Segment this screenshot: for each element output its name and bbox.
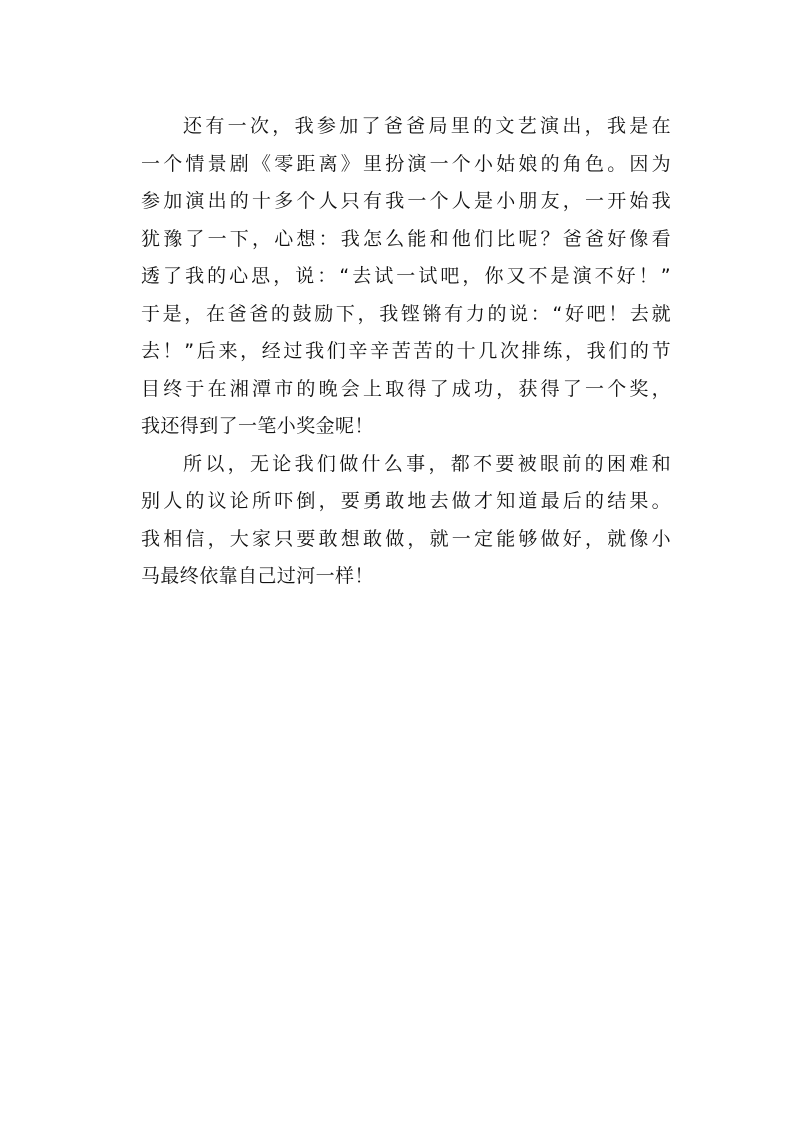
paragraph-line: 马最终依靠自己过河一样！ — [141, 565, 374, 587]
paragraph-2 — [141, 446, 671, 596]
paragraph-line: 我相信，大家只要敢想敢做，就一定能够做好，就像小 — [141, 527, 671, 550]
paragraph-line: 透了我的心思，说：“去试一试吧，你又不是演不好！” — [141, 265, 671, 287]
paragraph-line: 参加演出的十多个人只有我一个人是小朋友，一开始我 — [141, 190, 671, 212]
paragraph-line: 我还得到了一笔小奖金呢！ — [141, 415, 374, 437]
body-text — [141, 108, 671, 596]
paragraph-line: 还有一次，我参加了爸爸局里的文艺演出，我是在 — [183, 115, 671, 137]
paragraph-line: 去！”后来，经过我们辛辛苦苦的十几次排练，我们的节 — [141, 340, 671, 362]
paragraph-line: 于是，在爸爸的鼓励下，我铿锵有力的说：“好吧！去就 — [141, 302, 671, 325]
paragraph-1 — [141, 108, 671, 446]
paragraph-line: 别人的议论所吓倒，要勇敢地去做才知道最后的结果。 — [141, 490, 671, 512]
paragraph-line: 所以，无论我们做什么事，都不要被眼前的困难和 — [183, 452, 671, 475]
paragraph-line: 目终于在湘潭市的晚会上取得了成功，获得了一个奖， — [141, 377, 671, 400]
paragraph-line: 犹豫了一下，心想：我怎么能和他们比呢？爸爸好像看 — [141, 227, 671, 250]
paragraph-line: 一个情景剧《零距离》里扮演一个小姑娘的角色。因为 — [141, 152, 671, 175]
